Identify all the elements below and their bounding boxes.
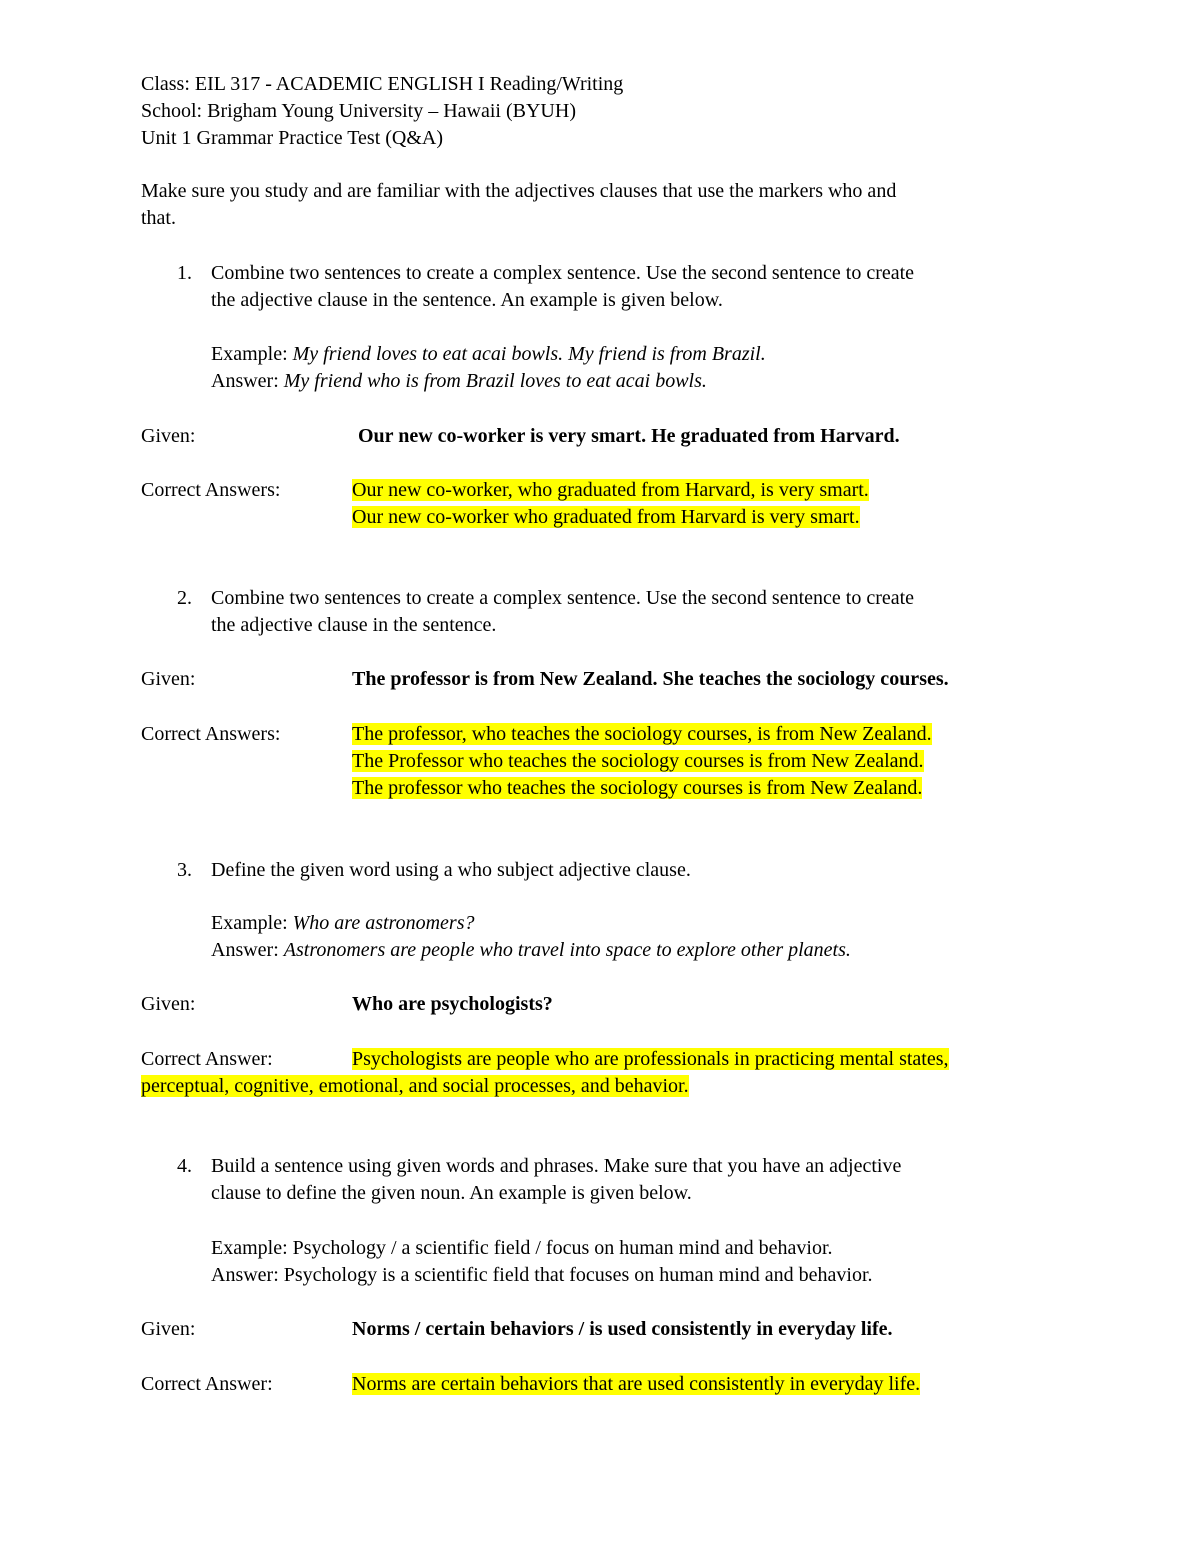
q2-given-text: The professor is from New Zealand. She teaches the sociology courses. bbox=[352, 668, 949, 690]
question-2-number: 2. bbox=[177, 587, 192, 609]
answer-label: Answer: bbox=[211, 939, 284, 961]
question-3-example bbox=[211, 910, 851, 964]
q4-correct-answer-line bbox=[352, 1371, 920, 1398]
intro-line-2: that. bbox=[141, 207, 176, 229]
q2-instr-line-2: the adjective clause in the sentence. bbox=[211, 614, 497, 636]
question-4-example bbox=[211, 1235, 873, 1289]
q1-given-text: Our new co-worker is very smart. He graduated from Harvard. bbox=[358, 425, 900, 447]
q1-correct-answers bbox=[352, 477, 869, 531]
q3-answer-line bbox=[211, 937, 851, 964]
question-3-number: 3. bbox=[177, 859, 192, 881]
q3-correct-answer-label: Correct Answer: bbox=[141, 1048, 273, 1070]
question-2-instructions bbox=[211, 585, 914, 639]
q4-correct-answer-text: Norms are certain behaviors that are used consistently in everyday life. bbox=[352, 1373, 921, 1395]
q3-correct-answer-text-2: perceptual, cognitive, emotional, and social processes, and behavior. bbox=[141, 1075, 689, 1097]
q2-correct-answer-2: The Professor who teaches the sociology courses is from New Zealand. bbox=[352, 750, 924, 772]
q2-instr-line-1: Combine two sentences to create a complex sentence. Use the second sentence to create bbox=[211, 587, 915, 609]
q3-example-text: Who are astronomers? bbox=[292, 912, 475, 934]
q3-correct-answer-line-1 bbox=[352, 1046, 949, 1073]
document-header bbox=[141, 71, 623, 152]
example-label: Example: bbox=[211, 343, 293, 365]
intro-paragraph bbox=[141, 178, 896, 232]
q2-correct-answer-3: The professor who teaches the sociology courses is from New Zealand. bbox=[352, 777, 923, 799]
q4-given-text: Norms / certain behaviors / is used consistently in everyday life. bbox=[352, 1318, 893, 1340]
q1-answer-line bbox=[211, 368, 766, 395]
q3-correct-answer-text-1: Psychologists are people who are professionals in practicing mental states, bbox=[352, 1048, 949, 1070]
q2-correct-answers bbox=[352, 721, 932, 802]
q4-instr-line-2: clause to define the given noun. An example is given below. bbox=[211, 1182, 692, 1204]
class-line: Class: EIL 317 - ACADEMIC ENGLISH I Reading/Writing bbox=[141, 73, 624, 95]
question-3-instructions bbox=[211, 857, 691, 884]
q4-example-line: Example: Psychology / a scientific field / focus on human mind and behavior. bbox=[211, 1237, 833, 1259]
q1-answer-text: My friend who is from Brazil loves to eat acai bowls. bbox=[283, 370, 707, 392]
q3-given-text: Who are psychologists? bbox=[352, 993, 553, 1015]
q1-correct-answer-2: Our new co-worker who graduated from Harvard is very smart. bbox=[352, 506, 860, 528]
q3-instr-line-1: Define the given word using a who subject adjective clause. bbox=[211, 859, 691, 881]
answer-label: Answer: bbox=[211, 370, 284, 392]
example-label: Example: bbox=[211, 912, 293, 934]
q1-correct-answer-1: Our new co-worker, who graduated from Harvard, is very smart. bbox=[352, 479, 869, 501]
intro-line-1: Make sure you study and are familiar with the adjectives clauses that use the markers who and bbox=[141, 180, 897, 202]
question-4-instructions bbox=[211, 1153, 901, 1207]
q1-instr-line-2: the adjective clause in the sentence. An example is given below. bbox=[211, 289, 723, 311]
q1-correct-answers-label: Correct Answers: bbox=[141, 479, 281, 501]
question-1-instructions bbox=[211, 260, 914, 314]
q3-example-line bbox=[211, 910, 851, 937]
q4-answer-line: Answer: Psychology is a scientific field that focuses on human mind and behavior. bbox=[211, 1264, 873, 1286]
school-line: School: Brigham Young University – Hawaii (BYUH) bbox=[141, 100, 576, 122]
q4-given-label: Given: bbox=[141, 1318, 196, 1340]
question-1-example bbox=[211, 341, 766, 395]
q2-given-label: Given: bbox=[141, 668, 196, 690]
q4-instr-line-1: Build a sentence using given words and phrases. Make sure that you have an adjective bbox=[211, 1155, 902, 1177]
q2-correct-answers-label: Correct Answers: bbox=[141, 723, 281, 745]
q1-example-text: My friend loves to eat acai bowls. My friend is from Brazil. bbox=[292, 343, 766, 365]
q3-correct-answer-line-2 bbox=[141, 1073, 689, 1100]
q4-correct-answer-label: Correct Answer: bbox=[141, 1373, 273, 1395]
q3-given-label: Given: bbox=[141, 993, 196, 1015]
q1-example-line bbox=[211, 341, 766, 368]
question-4-number: 4. bbox=[177, 1155, 192, 1177]
q2-correct-answer-1: The professor, who teaches the sociology courses, is from New Zealand. bbox=[352, 723, 932, 745]
q1-given-label: Given: bbox=[141, 425, 196, 447]
unit-line: Unit 1 Grammar Practice Test (Q&A) bbox=[141, 127, 444, 149]
question-1-number: 1. bbox=[177, 262, 192, 284]
q3-answer-text: Astronomers are people who travel into space to explore other planets. bbox=[283, 939, 851, 961]
q1-instr-line-1: Combine two sentences to create a complex sentence. Use the second sentence to create bbox=[211, 262, 915, 284]
